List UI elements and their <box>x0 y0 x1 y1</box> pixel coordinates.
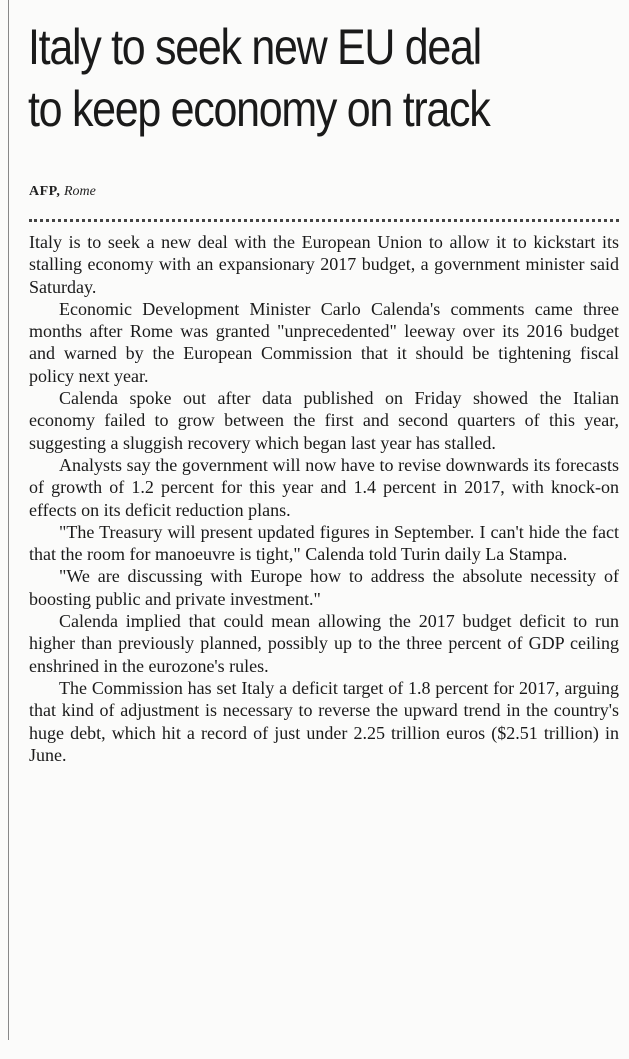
article-paragraph: Italy is to seek a new deal with the European Union to allow it to kickstart its stalling economy with an expansionary 2017 budget, a government minister said Saturday. <box>29 232 619 297</box>
byline <box>29 184 96 200</box>
column-rule <box>8 0 9 1040</box>
byline-agency: AFP, <box>29 184 61 199</box>
article-body <box>29 231 619 766</box>
article-paragraph: Calenda implied that could mean allowing the 2017 budget deficit to run higher than previously planned, possibly up to the three percent of GDP ceiling enshrined in the eurozone's rules. <box>29 611 619 676</box>
byline-location: Rome <box>63 184 96 199</box>
dotted-divider <box>29 219 619 222</box>
headline <box>28 16 544 140</box>
article-paragraph: Economic Development Minister Carlo Calenda's comments came three months after Rome was granted "unprecedented" leeway over its 2016 budget and warned by the European Commission that it should be tightening fiscal policy next year. <box>29 298 619 386</box>
headline-line-2: to keep economy on track <box>28 81 490 137</box>
article-paragraph: Calenda spoke out after data published on Friday showed the Italian economy failed to grow between the first and second quarters of this year, suggesting a sluggish recovery which began last year has stalled. <box>29 388 619 453</box>
article-paragraph: Analysts say the government will now have to revise downwards its forecasts of growth of 1.2 percent for this year and 1.4 percent in 2017, with knock-on effects on its deficit reduction plans. <box>29 454 619 520</box>
article-paragraph: "The Treasury will present updated figures in September. I can't hide the fact that the room for manoeuvre is tight," Calenda told Turin daily La Stampa. <box>29 521 619 565</box>
article-paragraph: "We are discussing with Europe how to address the absolute necessity of boosting public and private investment." <box>29 566 619 609</box>
article-paragraph: The Commission has set Italy a deficit target of 1.8 percent for 2017, arguing that kind of adjustment is necessary to reverse the upward trend in the country's huge debt, which hit a record of just under 2.25 trillion euros ($2.51 trillion) in June. <box>29 677 619 765</box>
headline-line-1: Italy to seek new EU deal <box>28 19 481 75</box>
